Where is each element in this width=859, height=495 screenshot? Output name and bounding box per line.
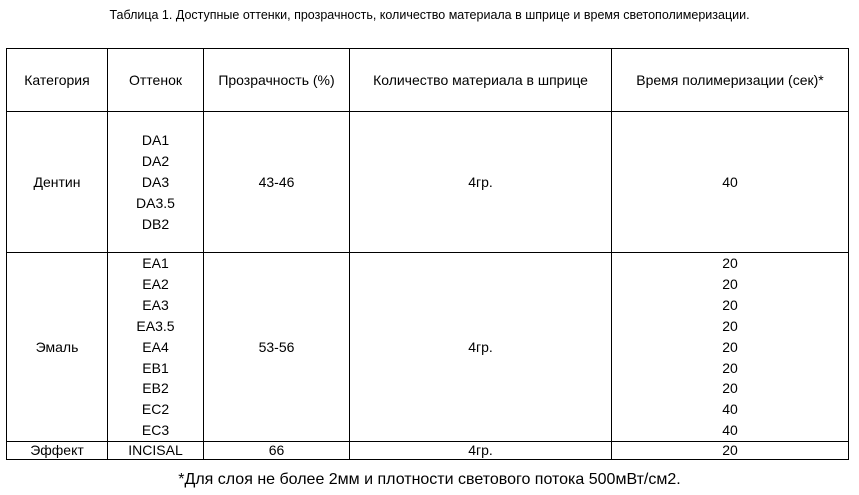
- table-footnote: *Для слоя не более 2мм и плотности светового потока 500мВт/см2.: [178, 471, 681, 488]
- shade-item: EA3: [142, 296, 169, 313]
- time-item: 20: [722, 296, 738, 313]
- shade-item: EA2: [142, 275, 169, 292]
- shade-item: DA3.5: [136, 194, 175, 211]
- cell-time: 20: [612, 442, 849, 460]
- cell-shades: [108, 253, 204, 442]
- cell-transparency: 53-56: [204, 253, 350, 442]
- cell-transparency: 43-46: [204, 112, 350, 253]
- time-item: 20: [722, 338, 738, 355]
- table-row-emal: [7, 253, 849, 442]
- table-row-effect: [7, 442, 849, 460]
- cell-shades: [108, 112, 204, 253]
- header-shade: Оттенок: [108, 49, 204, 112]
- cell-time: [612, 253, 849, 442]
- time-item: 20: [722, 359, 738, 376]
- header-amount: Количество материала в шприце: [350, 49, 612, 112]
- shade-item: DB2: [141, 215, 170, 232]
- shade-item: EC2: [141, 401, 170, 418]
- shade-item: EA3.5: [136, 317, 175, 334]
- time-item: 20: [722, 317, 738, 334]
- cell-time: 40: [612, 112, 849, 253]
- cell-amount: 4гр.: [350, 253, 612, 442]
- shade-item: DA2: [141, 152, 170, 169]
- shade-item: EB1: [142, 359, 169, 376]
- cell-amount: 4гр.: [350, 442, 612, 460]
- time-item: 40: [722, 401, 738, 418]
- table-row-dentin: [7, 112, 849, 253]
- shade-item: EA4: [142, 338, 169, 355]
- shade-item: DA3: [141, 173, 170, 190]
- cell-category: Эффект: [7, 442, 108, 460]
- shades-table: [6, 48, 849, 460]
- time-item: 40: [722, 422, 738, 439]
- cell-shades: INCISAL: [108, 442, 204, 460]
- cell-amount: 4гр.: [350, 112, 612, 253]
- table-caption: Таблица 1. Доступные оттенки, прозрачность, количество материала в шприце и время светополимеризации.: [109, 8, 750, 22]
- time-item: 20: [722, 380, 738, 397]
- time-item: 20: [722, 275, 738, 292]
- shade-item: DA1: [141, 131, 170, 148]
- shade-item: EA1: [142, 255, 169, 271]
- header-transparency: Прозрачность (%): [204, 49, 350, 112]
- header-category: Категория: [7, 49, 108, 112]
- cell-category: Дентин: [7, 112, 108, 253]
- cell-transparency: 66: [204, 442, 350, 460]
- shade-item: EC3: [141, 422, 170, 439]
- shade-item: EB2: [142, 380, 169, 397]
- header-time: Время полимеризации (сек)*: [612, 49, 849, 112]
- table-header-row: [7, 49, 849, 112]
- time-item: 20: [722, 255, 738, 271]
- cell-category: Эмаль: [7, 253, 108, 442]
